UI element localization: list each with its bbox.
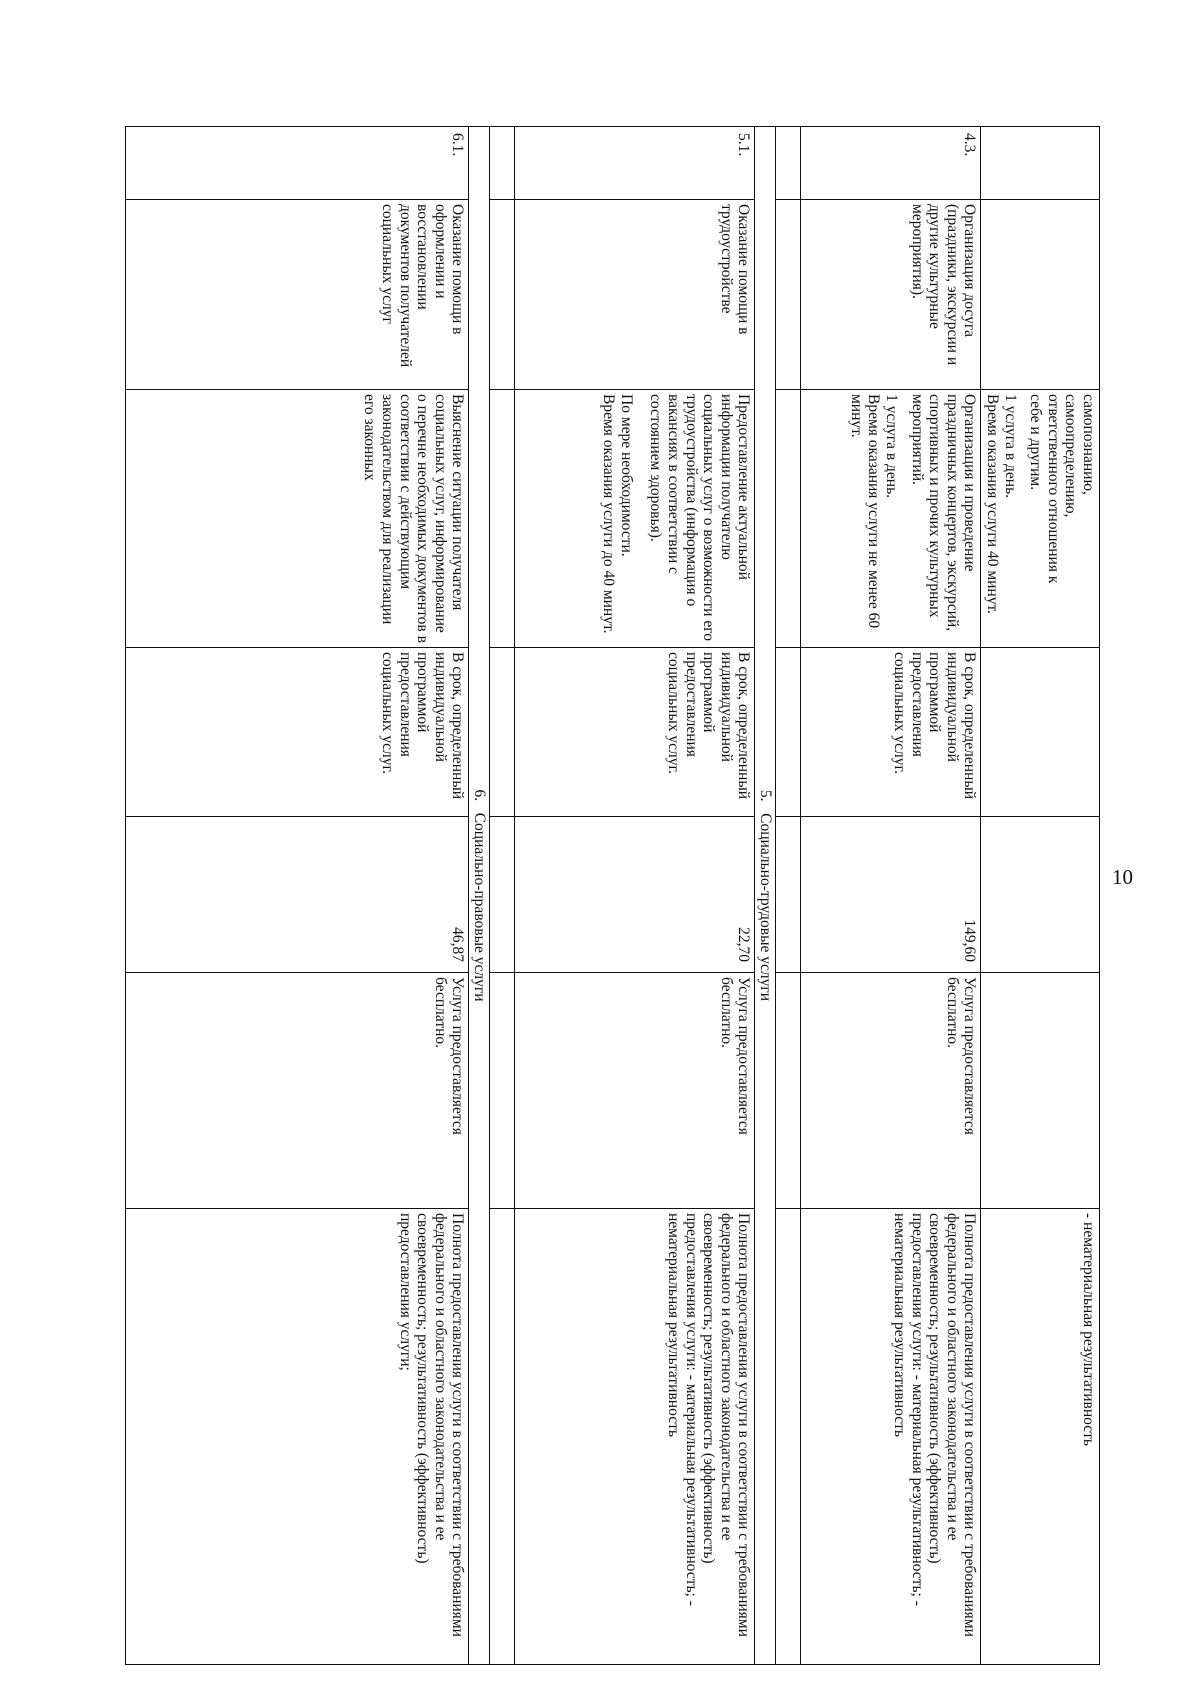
cell-number — [981, 127, 1100, 200]
cell-description: Выяснение ситуации получателя социальных услуг, информирование о перечне необходимых документов в соответствии с действующим законодательством для реализации его законных — [126, 390, 469, 648]
services-table — [125, 126, 1100, 1665]
frequency-text: 1 услуга в день. — [1001, 394, 1019, 499]
cell-criteria: Полнота предоставления услуги в соответствии с требованиями федерального и областного законодательства и ее своевременность; результативность (эффективность) предоставления услуги: - материальная результативность; - нематериальная результативность — [515, 1209, 755, 1665]
section-title: Социально-правовые услуги — [471, 812, 489, 1002]
cell-term: В срок, определенный индивидуальной программой предоставления социальных услуг. — [801, 648, 981, 817]
frequency-text: По мере необходимости. — [617, 394, 635, 557]
description-text: Предоставление актуальной информации получателю социальных услуг о возможности его трудоустройства (информация о вакансиях в соответствии с состоянием здоровья). — [647, 394, 753, 641]
duration-text: Время оказания услуги 40 минут. — [984, 394, 1002, 614]
cell-name: Организация досуга (праздники, экскурсии и другие культурные мероприятия). — [801, 200, 981, 390]
table-row-6-1 — [126, 127, 469, 1665]
frequency-text: 1 услуга в день. — [883, 394, 901, 499]
cell-term — [981, 648, 1100, 817]
cell-number: 6.1. — [126, 127, 469, 200]
duration-text: Время оказания услуги до 40 минут. — [600, 394, 618, 634]
cell-price: 149,60 — [801, 817, 981, 973]
cell-description — [515, 390, 755, 648]
description-line: себе и другим. — [1027, 394, 1045, 491]
cell-criteria: Полнота предоставления услуги в соответствии с требованиями федерального и областного законодательства и ее своевременность; результативность (эффективность) предоставления услуги; — [126, 1209, 469, 1665]
cell-price: 46,87 — [126, 817, 469, 973]
section-number: 6. — [471, 789, 489, 802]
description-line: самопознанию, — [1080, 394, 1097, 495]
spacer-row — [776, 127, 801, 1665]
table-row — [981, 127, 1100, 1665]
cell-criteria: Полнота предоставления услуги в соответствии с требованиями федерального и областного законодательства и ее своевременность; результативность (эффективность) предоставления услуги: - материальная результативность; - нематериальная результативность — [801, 1209, 981, 1665]
cell-name: Оказание помощи в оформлении и восстановлении документов получателей социальных услуг — [126, 200, 469, 390]
cell-payment: Услуга предоставляется бесплатно. — [126, 973, 469, 1209]
cell-payment: Услуга предоставляется бесплатно. — [515, 973, 755, 1209]
cell-name — [981, 200, 1100, 390]
table-row-4-3 — [801, 127, 981, 1665]
table-row-5-1 — [515, 127, 755, 1665]
description-line: самоопределению, — [1062, 394, 1080, 518]
cell-criteria — [981, 1209, 1100, 1665]
duration-text: Время оказания услуги не менее 60 минут. — [847, 394, 883, 629]
cell-number: 5.1. — [515, 127, 755, 200]
cell-term: В срок, определенный индивидуальной программой предоставления социальных услуг. — [515, 648, 755, 817]
cell-payment: Услуга предоставляется бесплатно. — [801, 973, 981, 1209]
cell-price: 22,70 — [515, 817, 755, 973]
page-number: 10 — [1112, 865, 1133, 889]
cell-price — [981, 817, 1100, 973]
cell-description — [801, 390, 981, 648]
cell-number: 4.3. — [801, 127, 981, 200]
section-title: Социально-трудовые услуги — [757, 813, 775, 1002]
description-text: Организация и проведение праздничных концертов, экскурсий, спортивных и прочих культурных мероприятий. — [908, 394, 979, 632]
section-header-5 — [755, 127, 776, 1665]
cell-name: Оказание помощи в трудоустройстве — [515, 200, 755, 390]
section-header-6 — [469, 127, 490, 1665]
section-number: 5. — [757, 789, 775, 802]
criteria-text: - нематериальная результативность — [1080, 1213, 1097, 1446]
rotated-table-page — [125, 126, 1100, 1664]
description-line: ответственного отношения к — [1044, 394, 1062, 584]
spacer-row — [490, 127, 515, 1665]
cell-payment — [981, 973, 1100, 1209]
cell-term: В срок, определенный индивидуальной программой предоставления социальных услуг. — [126, 648, 469, 817]
cell-description — [981, 390, 1100, 648]
